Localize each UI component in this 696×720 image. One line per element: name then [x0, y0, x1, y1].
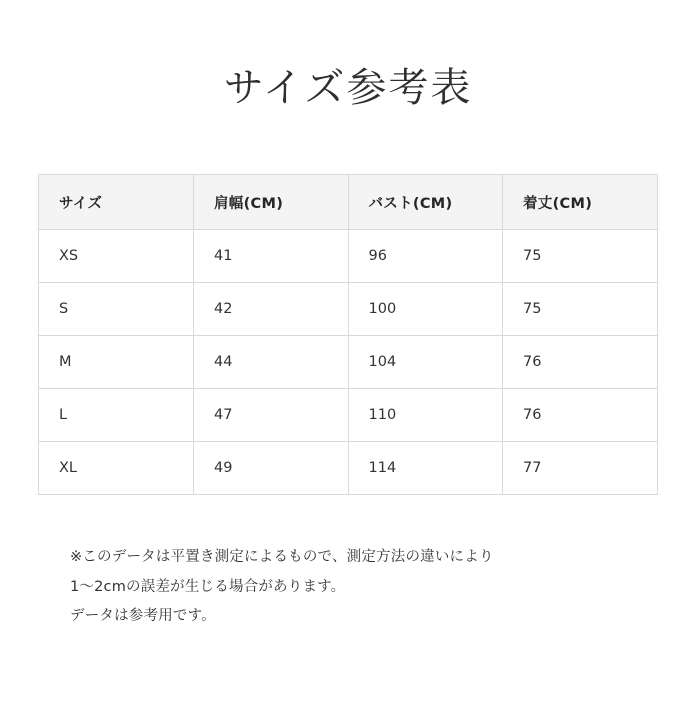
cell-bust: 114	[348, 442, 503, 495]
cell-size: L	[39, 389, 194, 442]
note-line: ※このデータは平置き測定によるもので、測定方法の違いにより	[70, 549, 494, 565]
measurement-notes	[70, 543, 626, 632]
size-table	[39, 175, 657, 495]
cell-shoulder: 42	[194, 283, 349, 336]
cell-size: XL	[39, 442, 194, 495]
cell-length: 75	[503, 230, 658, 283]
cell-bust: 104	[348, 336, 503, 389]
cell-length: 77	[503, 442, 658, 495]
cell-shoulder: 47	[194, 389, 349, 442]
cell-size: M	[39, 336, 194, 389]
table-header	[39, 175, 657, 230]
note-line: 1〜2cmの誤差が生じる場合があります。	[70, 578, 346, 595]
table-row	[39, 336, 657, 389]
column-header-length: 着丈(CM)	[503, 175, 658, 230]
table-row	[39, 442, 657, 495]
note-line: データは参考用です。	[70, 608, 216, 625]
size-table-container	[38, 174, 658, 495]
table-body	[39, 230, 657, 495]
column-header-size: サイズ	[39, 175, 194, 230]
table-row	[39, 389, 657, 442]
column-header-shoulder: 肩幅(CM)	[194, 175, 349, 230]
cell-bust: 100	[348, 283, 503, 336]
cell-shoulder: 49	[194, 442, 349, 495]
cell-length: 76	[503, 389, 658, 442]
cell-shoulder: 41	[194, 230, 349, 283]
table-row	[39, 283, 657, 336]
cell-size: S	[39, 283, 194, 336]
cell-shoulder: 44	[194, 336, 349, 389]
cell-size: XS	[39, 230, 194, 283]
table-header-row	[39, 175, 657, 230]
cell-bust: 110	[348, 389, 503, 442]
cell-bust: 96	[348, 230, 503, 283]
page-title: サイズ参考表	[223, 65, 473, 111]
cell-length: 76	[503, 336, 658, 389]
cell-length: 75	[503, 283, 658, 336]
column-header-bust: バスト(CM)	[348, 175, 503, 230]
table-row	[39, 230, 657, 283]
